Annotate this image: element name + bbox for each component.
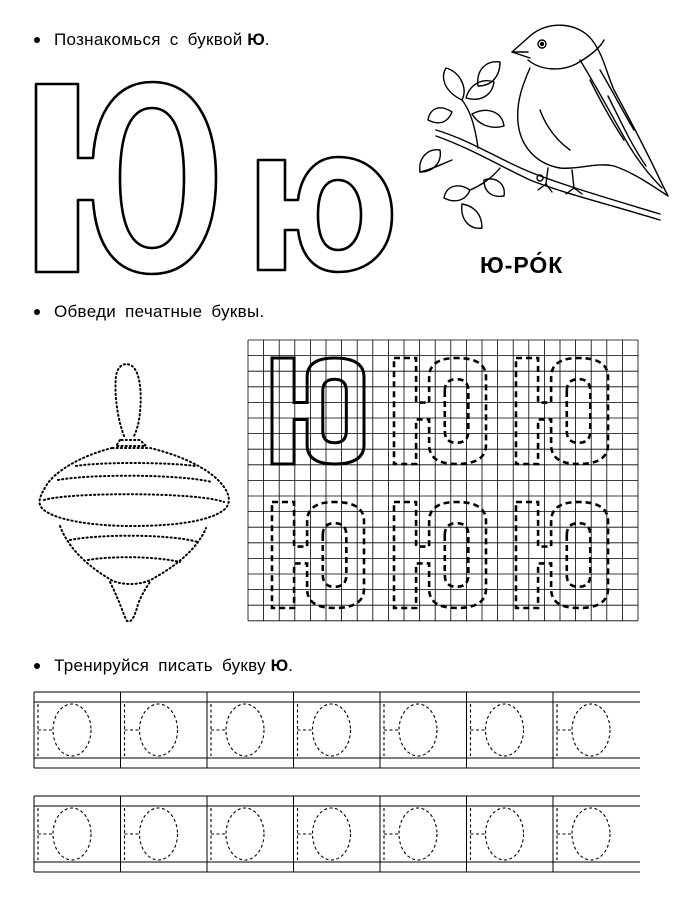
practice-oval	[226, 704, 264, 756]
instruction-trace	[34, 302, 265, 322]
trace-letter-inner	[567, 379, 591, 443]
instruction-intro: Познакомься с буквой Ю .	[34, 30, 270, 50]
instruction-trace-text: Обведи печатные буквы.	[54, 302, 265, 321]
trace-letter-inner	[323, 523, 347, 587]
practice-oval	[140, 704, 178, 756]
trace-letter-inner	[445, 523, 469, 587]
instruction-intro-letter: Ю	[247, 30, 265, 49]
practice-oval	[486, 704, 524, 756]
practice-oval	[226, 808, 264, 860]
instruction-practice-text: Тренируйся писать букву	[54, 656, 266, 675]
practice-oval	[572, 808, 610, 860]
picture-word-label: Ю-РО́К	[480, 252, 564, 278]
trace-letter-inner	[445, 379, 469, 443]
bullet-icon	[34, 37, 40, 43]
practice-oval	[399, 704, 437, 756]
practice-oval	[140, 808, 178, 860]
practice-oval	[486, 808, 524, 860]
trace-letter-outline	[394, 358, 486, 464]
trace-letter-outline	[272, 502, 364, 608]
practice-oval	[313, 808, 351, 860]
trace-letter-outline	[516, 502, 608, 608]
trace-letter-outline	[272, 358, 364, 464]
practice-oval	[53, 704, 91, 756]
instruction-practice-letter: Ю	[270, 656, 289, 675]
bullet-icon	[34, 663, 40, 669]
practice-oval	[313, 704, 351, 756]
instruction-practice: Тренируйся писать букву Ю .	[34, 656, 293, 676]
instruction-intro-text: Познакомься с буквой	[54, 30, 243, 49]
trace-letter-outline	[516, 358, 608, 464]
bullet-icon	[34, 309, 40, 315]
practice-oval	[572, 704, 610, 756]
practice-oval	[53, 808, 91, 860]
practice-oval	[399, 808, 437, 860]
trace-letter-inner	[567, 523, 591, 587]
trace-letter-outline	[394, 502, 486, 608]
trace-letter-inner	[323, 379, 347, 443]
